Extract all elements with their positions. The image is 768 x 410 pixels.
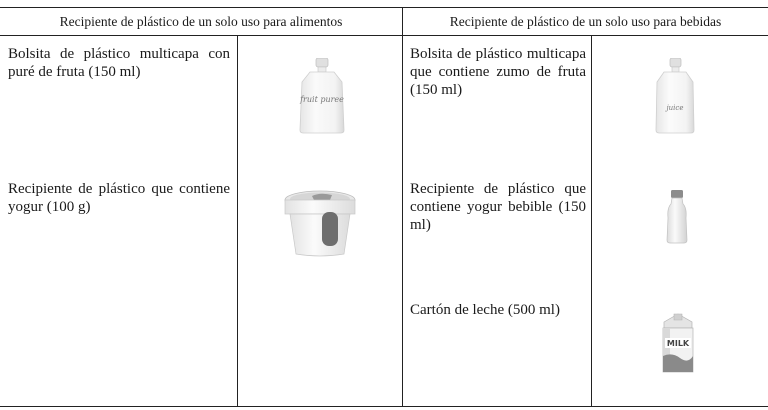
drinks-row1-text: Bolsita de plástico multicapa que contiene zumo de fruta (150 ml)	[410, 46, 586, 98]
table-bottom-rule	[0, 406, 768, 407]
drinks-row3-text: Cartón de leche (500 ml)	[410, 302, 560, 318]
pouch-label-fruit: fruit puree	[300, 95, 344, 104]
column-divider-drinks	[591, 36, 592, 406]
yogurt-cup-icon	[282, 190, 358, 258]
drinks-row2-text: Recipiente de plástico que contiene yogur bebible (150 ml)	[410, 181, 586, 233]
drinkable-yogurt-bottle-icon	[666, 190, 688, 244]
column-divider-main	[402, 7, 403, 406]
juice-pouch-icon	[654, 58, 696, 134]
fruit-puree-pouch-icon	[298, 58, 346, 134]
table-header-rule	[0, 35, 768, 36]
header-drinks: Recipiente de plástico de un solo uso para bebidas	[449, 13, 722, 29]
header-food: Recipiente de plástico de un solo uso para alimentos	[59, 13, 343, 29]
carton-label-milk: MILK	[666, 339, 690, 348]
milk-carton-icon	[660, 312, 696, 374]
pouch-label-juice: juice	[666, 104, 684, 112]
food-row1-text: Bolsita de plástico multicapa con puré de fruta (150 ml)	[8, 46, 230, 80]
column-divider-food	[237, 36, 238, 406]
food-row2-text: Recipiente de plástico que contiene yogur (100 g)	[8, 181, 230, 215]
